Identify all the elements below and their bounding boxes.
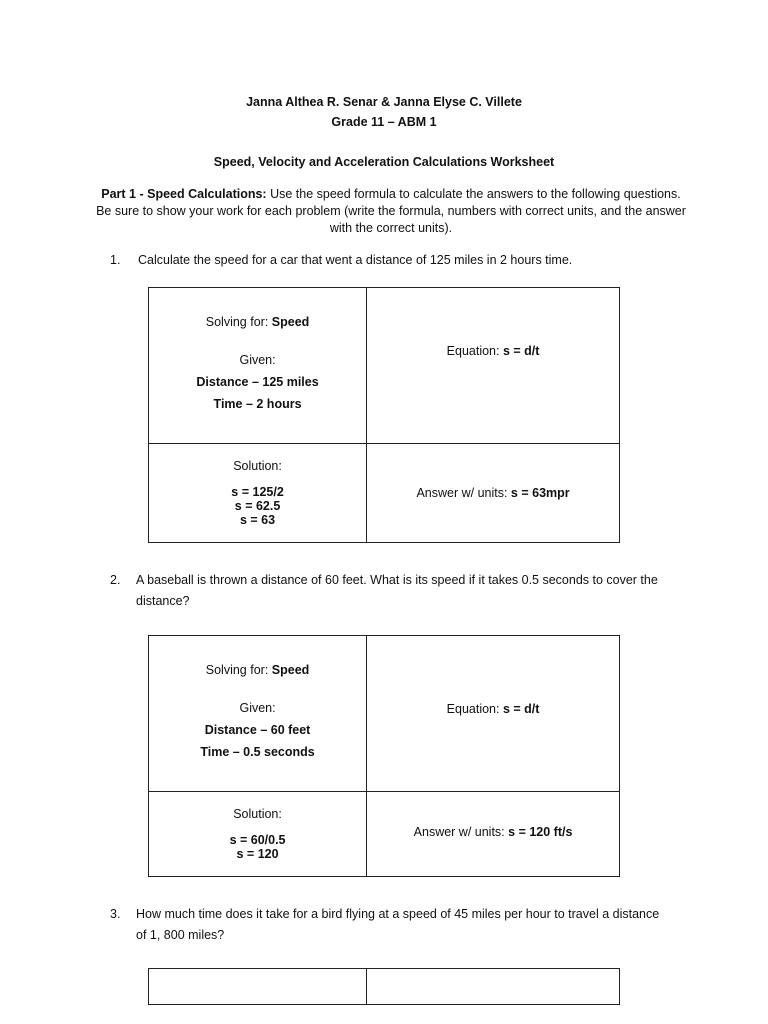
- answer-grid-3: [148, 968, 620, 1005]
- equation-line: [367, 702, 619, 716]
- answer-cell: [367, 444, 620, 543]
- given-distance: Distance – 60 feet: [204, 722, 311, 737]
- solution-cell: [149, 792, 367, 877]
- solution-label: Solution:: [233, 459, 282, 473]
- answer-line: [367, 825, 619, 839]
- equation-line: [367, 344, 619, 358]
- question-text: How much time does it take for a bird flying at a speed of 45 miles per hour to travel a distance of 1, 800 miles?: [136, 907, 660, 942]
- question-text: A baseball is thrown a distance of 60 feet. What is its speed if it takes 0.5 seconds to cover the distance?: [136, 573, 658, 608]
- question-number: 1.: [110, 253, 121, 267]
- equation-value: s = d/t: [502, 701, 540, 716]
- equation-cell: [367, 969, 620, 1005]
- part1-instructions: [96, 186, 686, 237]
- given-time: Time – 2 hours: [213, 396, 302, 411]
- solution-step: s = 62.5: [234, 499, 281, 513]
- worksheet-title: Speed, Velocity and Acceleration Calculations Worksheet: [213, 155, 555, 169]
- solving-cell: [149, 636, 367, 792]
- equation-label: Equation:: [446, 701, 503, 716]
- solving-for-line: [149, 659, 366, 681]
- solution-step: s = 60/0.5: [229, 833, 286, 847]
- answer-value: s = 120 ft/s: [508, 825, 573, 839]
- question-number: 3.: [110, 907, 121, 921]
- solution-step: s = 63: [239, 513, 276, 527]
- solution-step: s = 120: [236, 847, 279, 861]
- grade-section: Grade 11 – ABM 1: [331, 115, 437, 129]
- given-label: Given:: [239, 700, 276, 715]
- solving-cell: [149, 288, 367, 444]
- equation-cell: [367, 288, 620, 444]
- equation-cell: [367, 636, 620, 792]
- equation-label: Equation:: [446, 343, 503, 358]
- answer-cell: [367, 792, 620, 877]
- question-number: 2.: [110, 573, 121, 587]
- answer-grid-1: [148, 287, 620, 543]
- part1-instructions-text: Use the speed formula to calculate the answers to the following questions. Be sure to show your work for each problem (write the formula, numbers with correct units, and the answer with the correct units).: [96, 187, 686, 235]
- answer-line: [367, 486, 619, 500]
- solving-for-line: [149, 311, 366, 333]
- solution-cell: [149, 444, 367, 543]
- given-distance: Distance – 125 miles: [196, 374, 319, 389]
- answer-value: s = 63mpr: [510, 486, 570, 500]
- answer-grid-2: [148, 635, 620, 877]
- part1-label: Part 1 - Speed Calculations:: [101, 187, 267, 201]
- solution-label: Solution:: [233, 807, 282, 821]
- answer-label: Answer w/ units:: [416, 486, 511, 500]
- solution-step: s = 125/2: [231, 485, 284, 499]
- given-label: Given:: [239, 352, 276, 367]
- solving-for-value: Speed: [271, 662, 310, 677]
- solving-for-label: Solving for:: [205, 314, 272, 329]
- question-text: Calculate the speed for a car that went a distance of 125 miles in 2 hours time.: [138, 253, 573, 267]
- author-names: Janna Althea R. Senar & Janna Elyse C. Villete: [246, 95, 522, 109]
- solving-cell: [149, 969, 367, 1005]
- answer-label: Answer w/ units:: [413, 825, 509, 839]
- equation-value: s = d/t: [502, 343, 540, 358]
- given-time: Time – 0.5 seconds: [200, 744, 315, 759]
- solving-for-label: Solving for:: [205, 662, 272, 677]
- solving-for-value: Speed: [271, 314, 310, 329]
